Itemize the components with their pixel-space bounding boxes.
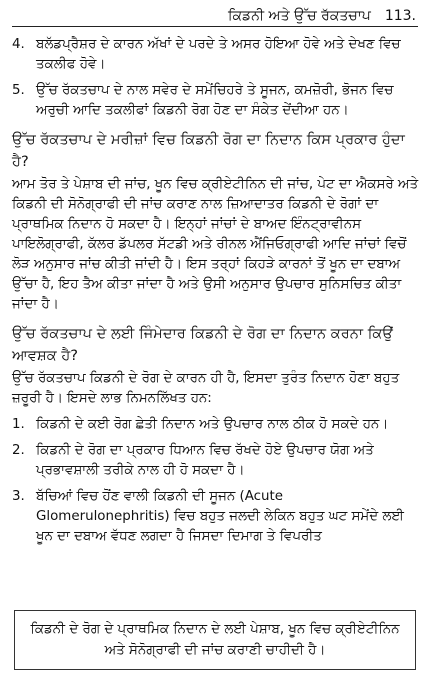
list-item-number: 4. (12, 37, 25, 52)
question-heading-diagnosis: ਉੱਚ ਰੱਕਤਚਾਪ ਦੇ ਮਰੀਜ਼ਾਂ ਵਿਚ ਕਿਡਨੀ ਰੋਗ ਦਾ ਨਿਦਾਨ ਕਿਸ ਪ੍ਰਕਾਰ ਹੁੰਦਾ ਹੈ? (12, 131, 405, 170)
question-heading-why-diagnose: ਉੱਚ ਰੱਕਤਚਾਪ ਦੇ ਲਈ ਜਿੰਮੇਦਾਰ ਕਿਡਨੀ ਦੇ ਰੋਗ ਦਾ ਨਿਦਾਨ ਕਰਨਾ ਕਿਉਂ ਆਵਸ਼ਕ ਹੈ? (12, 325, 393, 364)
list-item-text: ਬੱਚਿਆਂ ਵਿਚ ਹੋਂਣ ਵਾਲੀ ਕਿਡਨੀ ਦੀ ਸੂਜਨ (Acute Glomerulonephritis) ਵਿਚ ਬਹੁਤ ਜਲਦੀ ਲੇਕਿਨ ਬਹੁਤ ਘਟ ਸਮੇਂਦੇ ਲਈ ਖੂਨ ਦਾ ਦਬਾਅ ਵੱਧਣ ਲਗਦਾ ਹੈ ਜਿਸਦਾ ਦਿਮਾਗ ਤੇ ਵਿਪਰੀਤ (36, 489, 404, 544)
summary-note-box: ਕਿਡਨੀ ਦੇ ਰੋਗ ਦੇ ਪ੍ਰਾਥਮਿਕ ਨਿਦਾਨ ਦੇ ਲਈ ਪੇਸ਼ਾਬ, ਖੂਨ ਵਿਚ ਕ੍ਰੀਏਟੀਨਿਨ ਅਤੇ ਸੋਨੋਗ੍ਰਾਫੀ ਦੀ ਜਾਂਚ ਕਰਾਣੀ ਚਾਹੀਦੀ ਹੈ। (14, 610, 416, 670)
running-header (12, 0, 418, 27)
list-item (12, 487, 418, 547)
diagnosis-paragraph: ਆਮ ਤੋਰ ਤੇ ਪੇਸ਼ਾਬ ਦੀ ਜਾਂਚ, ਖੂਨ ਵਿਚ ਕ੍ਰੀਏਟੀਨਿਨ ਦੀ ਜਾਂਚ, ਪੇਟ ਦਾ ਐਕਸਰੇ ਅਤੇ ਕਿਡਨੀ ਦੀ ਸੋਨੋਗ੍ਰਾਫੀ ਦੀ ਜਾਂਚ ਕਰਾਣ ਨਾਲ ਜ਼ਿਆਦਾਤਰ ਕਿਡਨੀ ਦੇ ਰੋਗਾਂ ਦਾ ਪ੍ਰਾਥਮਿਕ ਨਿਦਾਨ ਹੋ ਸਕਦਾ ਹੈ। ਇਨ੍ਹਾਂ ਜਾਂਚਾਂ ਦੇ ਬਾਅਦ ਇੰਨਟ੍ਰਾਵੀਨਸ ਪਾਇਲੋਗ੍ਰਾਫੀ, ਕੱਲਰ ਡੱਪਲਰ ਸੱਟਡੀ ਅਤੇ ਰੀਨਲ ਐਂਜਿਓਗ੍ਰਾਫੀ ਆਦਿ ਜਾਂਚਾਂ ਵਿਚੋਂ ਲੋੜ ਅਨੁਸਾਰ ਜਾਂਚ ਕੀਤੀ ਜਾਂਦੀ ਹੈ। ਇਸ ਤਰ੍ਹਾਂ ਕਿਹੜੇ ਕਾਰਨਾਂ ਤੋਂ ਖੂਨ ਦਾ ਦਬਾਅ ਉੱਚਾ ਹੈ, ਇਹ ਤੈਅ ਕੀਤਾ ਜਾਂਦਾ ਹੈ ਅਤੇ ਉਸੀ ਅਨੁਸਾਰ ਉਪਚਾਰ ਸੁਨਿਸਚਿਤ ਕੀਤਾ ਜਾਂਦਾ ਹੈ। (12, 177, 419, 312)
running-title: ਕਿਡਨੀ ਅਤੇ ਉੱਚ ਰੱਕਤਚਾਪ (227, 8, 371, 24)
benefits-intro-paragraph: ਉੱਚ ਰੱਕਤਚਾਪ ਕਿਡਨੀ ਦੇ ਰੋਗ ਦੇ ਕਾਰਨ ਹੀ ਹੈ, ਇਸਦਾ ਤੁਰੰਤ ਨਿਦਾਨ ਹੋਣਾ ਬਹੁਤ ਜ਼ਰੂਰੀ ਹੈ। ਇਸਦੇ ਲਾਭ ਨਿਮਨਲਿੱਖਤ ਹਨ: (12, 371, 400, 406)
symptom-list (12, 35, 418, 121)
list-item-text: ਕਿਡਨੀ ਦੇ ਰੋਗ ਦਾ ਪ੍ਰਕਾਰ ਧਿਆਨ ਵਿਚ ਰੱਖਦੇ ਹੋਏ ਉਪਚਾਰ ਯੋਗ ਅਤੇ ਪ੍ਰਭਾਵਸ਼ਾਲੀ ਤਰੀਕੇ ਨਾਲ ਹੀ ਹੋ ਸਕਦਾ ਹੈ। (36, 443, 374, 478)
list-item-text: ਕਿਡਨੀ ਦੇ ਕਈ ਰੋਗ ਛੇਤੀ ਨਿਦਾਨ ਅਤੇ ਉਪਚਾਰ ਨਾਲ ਠੀਕ ਹੋ ਸਕਦੇ ਹਨ। (36, 417, 389, 432)
list-item (12, 415, 418, 435)
list-item (12, 441, 418, 481)
page-number: 113. (384, 8, 416, 24)
list-item-text: ਬਲੱਡਪ੍ਰੈਸ਼ਰ ਦੇ ਕਾਰਨ ਅੱਖਾਂ ਦੇ ਪਰਦੇ ਤੇ ਅਸਰ ਹੋਇਆ ਹੋਵੇ ਅਤੇ ਦੇਖਣ ਵਿਚ ਤਕਲੀਫ ਹੋਵੇ। (36, 37, 401, 72)
benefits-list (12, 415, 418, 547)
list-item-number: 1. (12, 417, 25, 432)
list-item (12, 81, 418, 121)
list-item-text: ਉੱਚ ਰੱਕਤਚਾਪ ਦੇ ਨਾਲ ਸਵੇਰ ਦੇ ਸਮੇਂਚਿਹਰੇ ਤੇ ਸੂਜਨ, ਕਮਜ਼ੋਰੀ, ਭੋਜਨ ਵਿਚ ਅਰੁਚੀ ਆਦਿ ਤਕਲੀਫਾਂ ਕਿਡਨੀ ਰੋਗ ਹੋਣ ਦਾ ਸੰਕੇਤ ਦੇਂਦੀਆ ਹਨ। (36, 83, 394, 118)
list-item-number: 3. (12, 489, 25, 504)
list-item-number: 2. (12, 443, 25, 458)
list-item-number: 5. (12, 83, 25, 98)
list-item (12, 35, 418, 75)
